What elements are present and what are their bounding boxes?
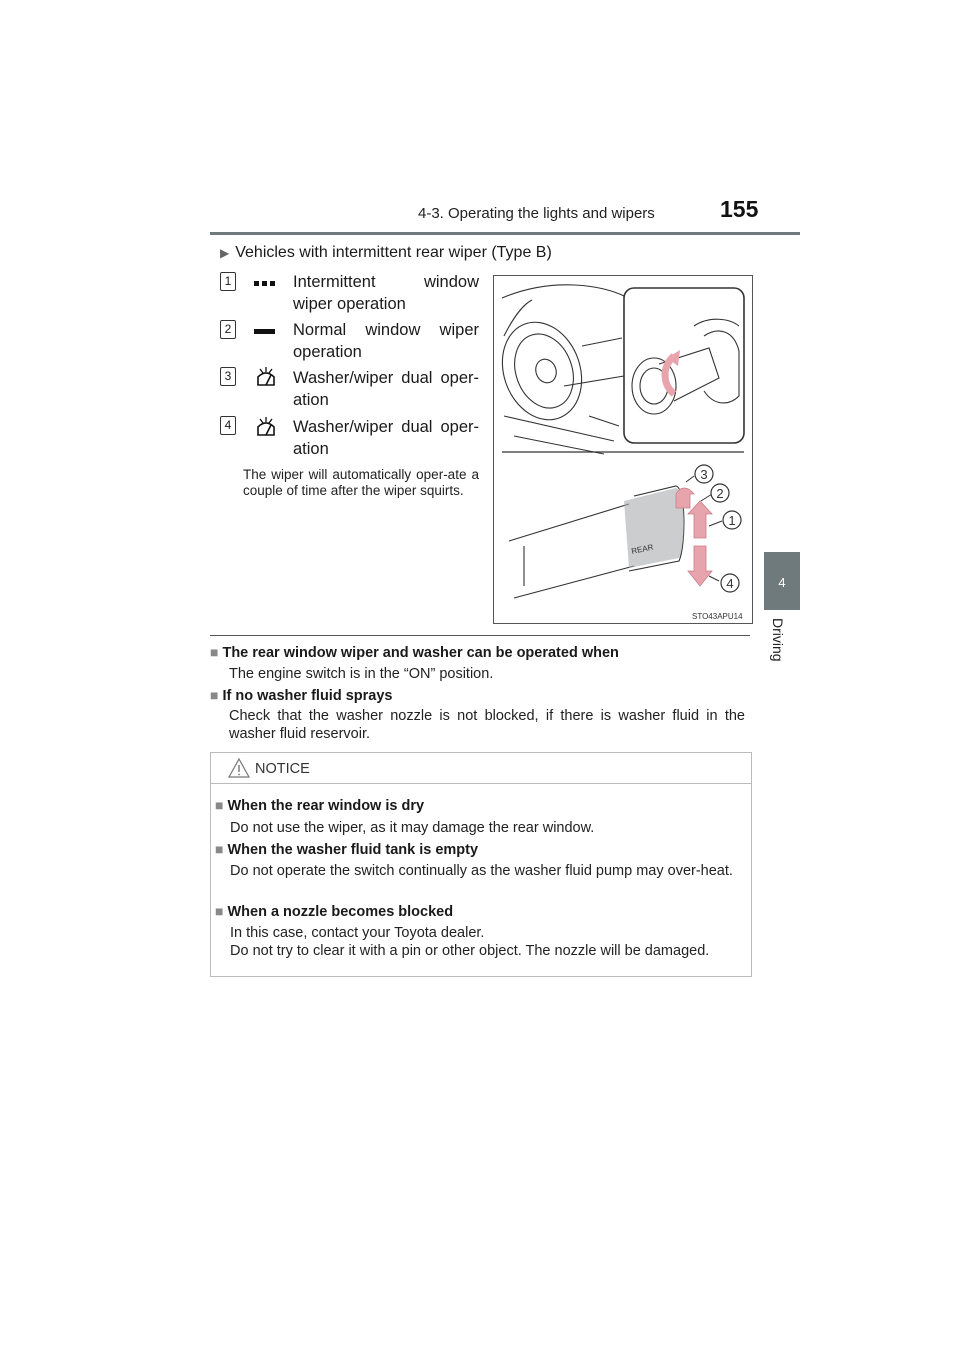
notice-heading-2-text: When the washer fluid tank is empty bbox=[227, 842, 479, 858]
item-text-4: Washer/wiper dual oper-ation bbox=[293, 418, 479, 458]
warning-triangle-icon bbox=[227, 757, 251, 779]
chapter-label: Driving bbox=[770, 618, 786, 662]
section-subheading bbox=[220, 244, 552, 262]
notice-heading-3 bbox=[215, 903, 453, 920]
automatic-operation-note: The wiper will automatically oper-ate a couple of time after the wiper squirts. bbox=[243, 467, 479, 498]
intermittent-dashes-icon bbox=[254, 280, 276, 288]
item-text-2: Normal window wiper operation bbox=[293, 321, 479, 361]
square-bullet-icon: ■ bbox=[215, 841, 224, 857]
item-number-4: 4 bbox=[220, 416, 236, 435]
triangle-bullet-icon: ▶ bbox=[220, 246, 230, 260]
notice-box bbox=[210, 752, 752, 977]
section-title: 4-3. Operating the lights and wipers bbox=[418, 205, 655, 222]
item-text-3: Washer/wiper dual oper-ation bbox=[293, 369, 479, 409]
item-number-2: 2 bbox=[220, 320, 236, 339]
callout-2: 2 bbox=[716, 486, 724, 501]
wiper-lever-illustration bbox=[493, 275, 753, 624]
notice-body-3a: In this case, contact your Toyota dealer. bbox=[230, 925, 485, 941]
condition-body-1: The engine switch is in the “ON” position. bbox=[229, 666, 494, 682]
solid-bar-icon bbox=[254, 328, 276, 336]
square-bullet-icon: ■ bbox=[215, 797, 224, 813]
callout-1: 1 bbox=[728, 513, 736, 528]
notice-body-2: Do not operate the switch continually as the washer fluid pump may over-heat. bbox=[230, 863, 733, 879]
square-bullet-icon: ■ bbox=[210, 687, 219, 703]
notice-heading-3-text: When a nozzle becomes blocked bbox=[227, 904, 454, 920]
callout-4: 4 bbox=[726, 576, 734, 591]
notice-header bbox=[211, 753, 751, 784]
notice-title: NOTICE bbox=[255, 761, 310, 777]
item-number-3: 3 bbox=[220, 367, 236, 386]
notice-body-1: Do not use the wiper, as it may damage the rear window. bbox=[230, 820, 595, 836]
condition-body-2: Check that the washer nozzle is not blocked, if there is washer fluid in the washer fluid reservoir. bbox=[229, 708, 745, 742]
notice-heading-1-text: When the rear window is dry bbox=[227, 798, 425, 814]
notice-body-3b: Do not try to clear it with a pin or other object. The nozzle will be damaged. bbox=[230, 943, 710, 959]
section-divider bbox=[210, 635, 750, 636]
header-rule bbox=[210, 232, 800, 235]
item-number-1: 1 bbox=[220, 272, 236, 291]
item-text-1: Intermittent window wiper operation bbox=[293, 273, 479, 313]
rear-lever-label: REAR bbox=[630, 542, 655, 556]
page-number: 155 bbox=[720, 196, 759, 222]
washer-wiper-icon bbox=[254, 416, 278, 438]
square-bullet-icon: ■ bbox=[215, 903, 224, 919]
notice-heading-1 bbox=[215, 797, 424, 814]
condition-heading-2 bbox=[210, 687, 392, 704]
callout-3: 3 bbox=[700, 467, 708, 482]
condition-heading-2-text: If no washer fluid sprays bbox=[222, 688, 393, 704]
wiper-lever-drawing bbox=[494, 276, 752, 623]
chapter-number: 4 bbox=[778, 575, 786, 590]
square-bullet-icon: ■ bbox=[210, 644, 219, 660]
notice-heading-2 bbox=[215, 841, 478, 858]
figure-code: STO43APU14 bbox=[692, 612, 743, 621]
washer-wiper-icon bbox=[254, 366, 278, 388]
condition-heading-1-text: The rear window wiper and washer can be operated when bbox=[222, 645, 619, 661]
section-subheading-text: Vehicles with intermittent rear wiper (Type B) bbox=[235, 244, 552, 261]
condition-heading-1 bbox=[210, 644, 619, 661]
